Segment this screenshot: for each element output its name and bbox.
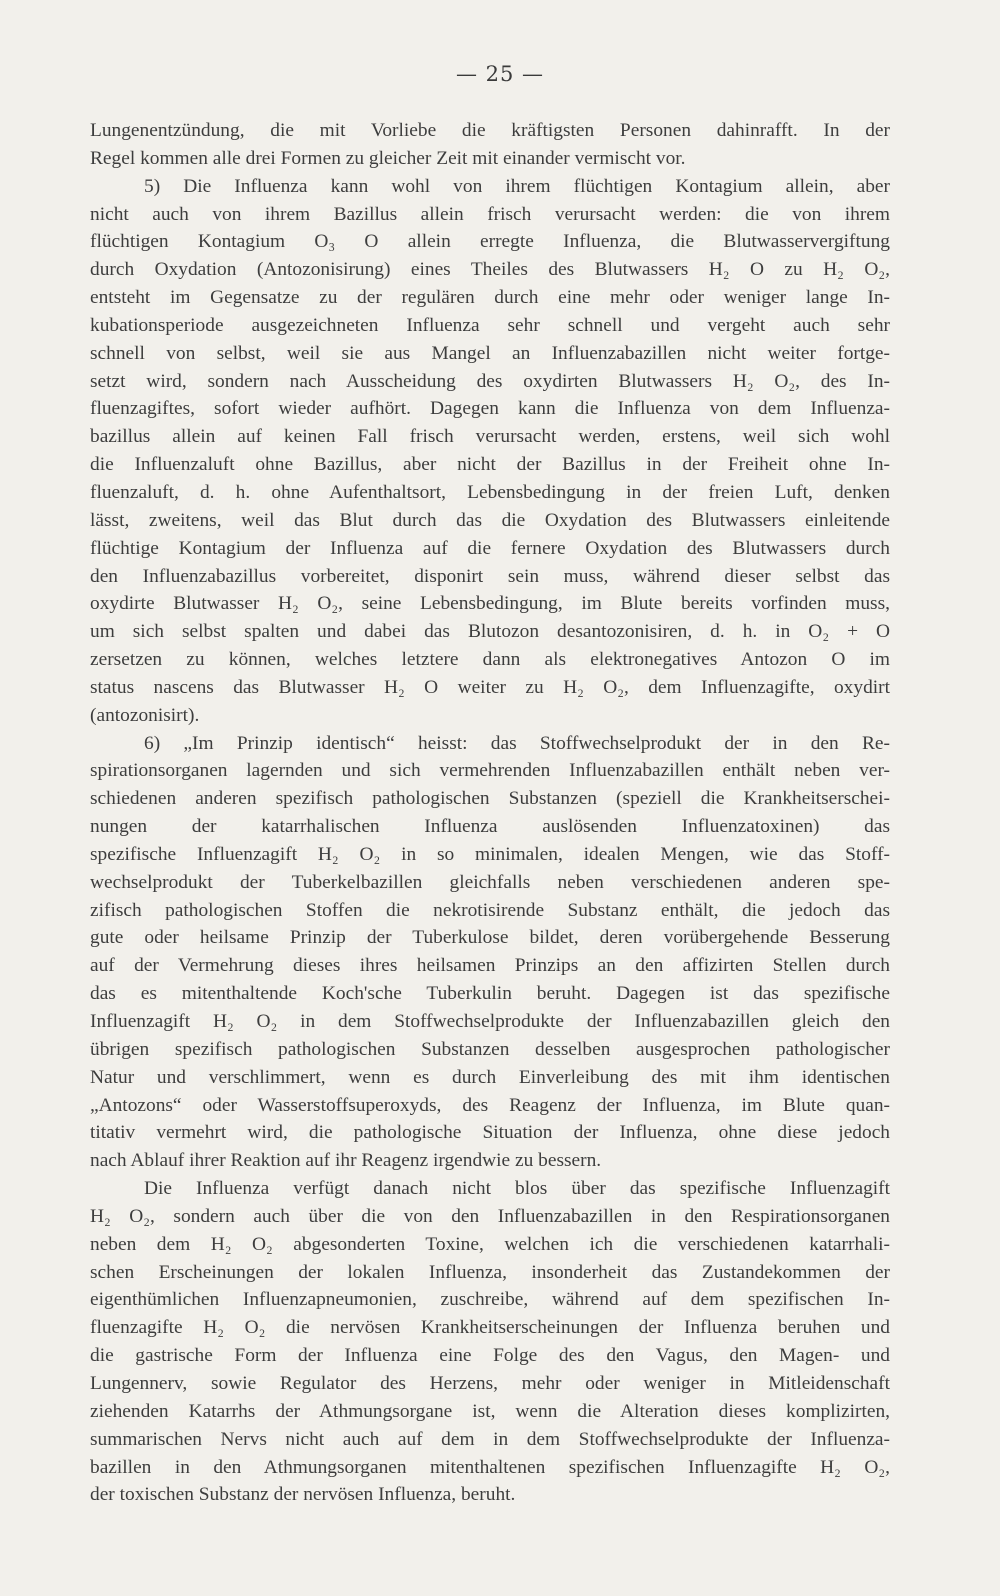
text-line: „Antozons“ oder Wasserstoffsuperoxyds, des Reagenz der Influenza, im Blute quan-: [90, 1094, 890, 1116]
text-line: neben dem H₂ O₂ abgesonderten Toxine, welchen ich die verschiedenen katarrhali-: [90, 1233, 890, 1255]
text-line: fluenzagifte H₂ O₂ die nervösen Krankheitserscheinungen der Influenza beruhen und: [90, 1317, 890, 1339]
text-line: schiedenen anderen spezifisch pathologischen Substanzen (speziell die Krankheitserschei-: [90, 788, 890, 810]
text-line: bazillen in den Athmungsorganen mitenthaltenen spezifischen Influenzagifte H₂ O₂,: [90, 1456, 890, 1478]
text-line: um sich selbst spalten und dabei das Blutozon desantozonisiren, d. h. in O₂ + O: [90, 621, 890, 643]
text-line: flüchtige Kontagium der Influenza auf die fernere Oxydation des Blutwassers durch: [90, 537, 890, 559]
text-line: spezifische Influenzagift H₂ O₂ in so minimalen, idealen Mengen, wie das Stoff-: [90, 843, 890, 865]
text-line: Lungenentzündung, die mit Vorliebe die kräftigsten Personen dahinrafft. In der: [90, 120, 890, 141]
text-line: Lungennerv, sowie Regulator des Herzens, mehr oder weniger in Mitleidenschaft: [90, 1372, 890, 1394]
body-text: [90, 117, 890, 1509]
text-line: Natur und verschlimmert, wenn es durch Einverleibung des mit ihm identischen: [90, 1066, 890, 1088]
text-line: status nascens das Blutwasser H₂ O weiter zu H₂ O₂, dem Influenzagifte, oxydirt: [90, 676, 890, 698]
text-line: H₂ O₂, sondern auch über die von den Influenzabazillen in den Respirationsorganen: [90, 1205, 890, 1227]
text-line: die gastrische Form der Influenza eine Folge des den Vagus, den Magen- und: [90, 1345, 890, 1367]
text-line: fluenzaluft, d. h. ohne Aufenthaltsort, Lebensbedingung in der freien Luft, denken: [90, 481, 890, 503]
text-line: gute oder heilsame Prinzip der Tuberkulose bildet, deren vorübergehende Besserung: [90, 927, 890, 949]
text-line: Influenzagift H₂ O₂ in dem Stoffwechselprodukte der Influenzabazillen gleich den: [90, 1011, 890, 1032]
text-line: entsteht im Gegensatze zu der regulären durch eine mehr oder weniger lange In-: [90, 287, 890, 309]
text-line: nach Ablauf ihrer Reaktion auf ihr Reagenz irgendwie zu bessern.: [90, 1150, 602, 1172]
text-line: wechselprodukt der Tuberkelbazillen gleichfalls neben verschiedenen anderen spe-: [90, 871, 890, 893]
text-line: fluenzagiftes, sofort wieder aufhört. Dagegen kann die Influenza von dem Influenza-: [90, 398, 890, 420]
text-line: eigenthümlichen Influenzapneumonien, zuschreibe, während auf dem spezifischen In-: [90, 1289, 890, 1311]
text-line: den Influenzabazillus vorbereitet, disponirt sein muss, während dieser selbst das: [90, 565, 890, 587]
text-line: oxydirte Blutwasser H₂ O₂, seine Lebensbedingung, im Blute bereits vorfinden muss,: [90, 593, 890, 615]
text-line: schen Erscheinungen der lokalen Influenza, insonderheit das Zustandekommen der: [90, 1261, 890, 1283]
text-line: zifisch pathologischen Stoffen die nekrotisirende Substanz enthält, die jedoch das: [90, 899, 890, 921]
text-line: (antozonisirt).: [90, 704, 200, 726]
text-line: 6) „Im Prinzip identisch“ heisst: das Stoffwechselprodukt der in den Re-: [144, 732, 890, 754]
text-line: Regel kommen alle drei Formen zu gleicher Zeit mit einander vermischt vor.: [90, 147, 686, 169]
page-number: — 25 —: [455, 62, 545, 86]
text-line: auf der Vermehrung dieses ihres heilsamen Prinzips an den affizirten Stellen durch: [90, 955, 890, 977]
text-line: die Influenzaluft ohne Bazillus, aber nicht der Bazillus in der Freiheit ohne In-: [90, 454, 890, 476]
text-line: lässt, zweitens, weil das Blut durch das die Oxydation des Blutwassers einleitende: [90, 509, 890, 531]
text-line: das es mitenthaltende Koch'sche Tuberkulin beruht. Dagegen ist das spezifische: [90, 983, 890, 1005]
text-line: kubationsperiode ausgezeichneten Influenza sehr schnell und vergeht auch sehr: [90, 314, 890, 336]
text-line: flüchtigen Kontagium O₃ O allein erregte Influenza, die Blutwasservergiftung: [90, 231, 890, 253]
text-line: der toxischen Substanz der nervösen Influenza, beruht.: [90, 1484, 516, 1506]
text-line: übrigen spezifisch pathologischen Substanzen desselben ausgesprochen pathologischer: [90, 1038, 890, 1060]
text-line: schnell von selbst, weil sie aus Mangel an Influenzabazillen nicht weiter fortge-: [90, 342, 890, 364]
text-line: 5) Die Influenza kann wohl von ihrem flüchtigen Kontagium allein, aber: [144, 175, 890, 197]
text-line: nungen der katarrhalischen Influenza auslösenden Influenzatoxinen) das: [90, 816, 890, 838]
text-line: spirationsorganen lagernden und sich vermehrenden Influenzabazillen enthält neben ver-: [90, 760, 890, 782]
text-line: zersetzen zu können, welches letztere dann als elektronegatives Antozon O im: [90, 649, 890, 671]
text-line: nicht auch von ihrem Bazillus allein frisch verursacht werden: die von ihrem: [90, 203, 890, 225]
text-line: ziehenden Katarrhs der Athmungsorgane ist, wenn die Alteration dieses komplizirten,: [90, 1400, 890, 1422]
text-line: setzt wird, sondern nach Ausscheidung des oxydirten Blutwassers H₂ O₂, des In-: [90, 370, 890, 392]
text-line: titativ vermehrt wird, die pathologische Situation der Influenza, ohne diese jedoch: [90, 1122, 890, 1144]
text-line: bazillus allein auf keinen Fall frisch verursacht werden, erstens, weil sich wohl: [90, 426, 890, 448]
text-line: summarischen Nervs nicht auch auf dem in dem Stoffwechselprodukte der Influenza-: [90, 1428, 890, 1450]
text-line: durch Oxydation (Antozonisirung) eines Theiles des Blutwassers H₂ O zu H₂ O₂,: [90, 259, 890, 281]
text-line: Die Influenza verfügt danach nicht blos über das spezifische Influenzagift: [144, 1178, 890, 1200]
